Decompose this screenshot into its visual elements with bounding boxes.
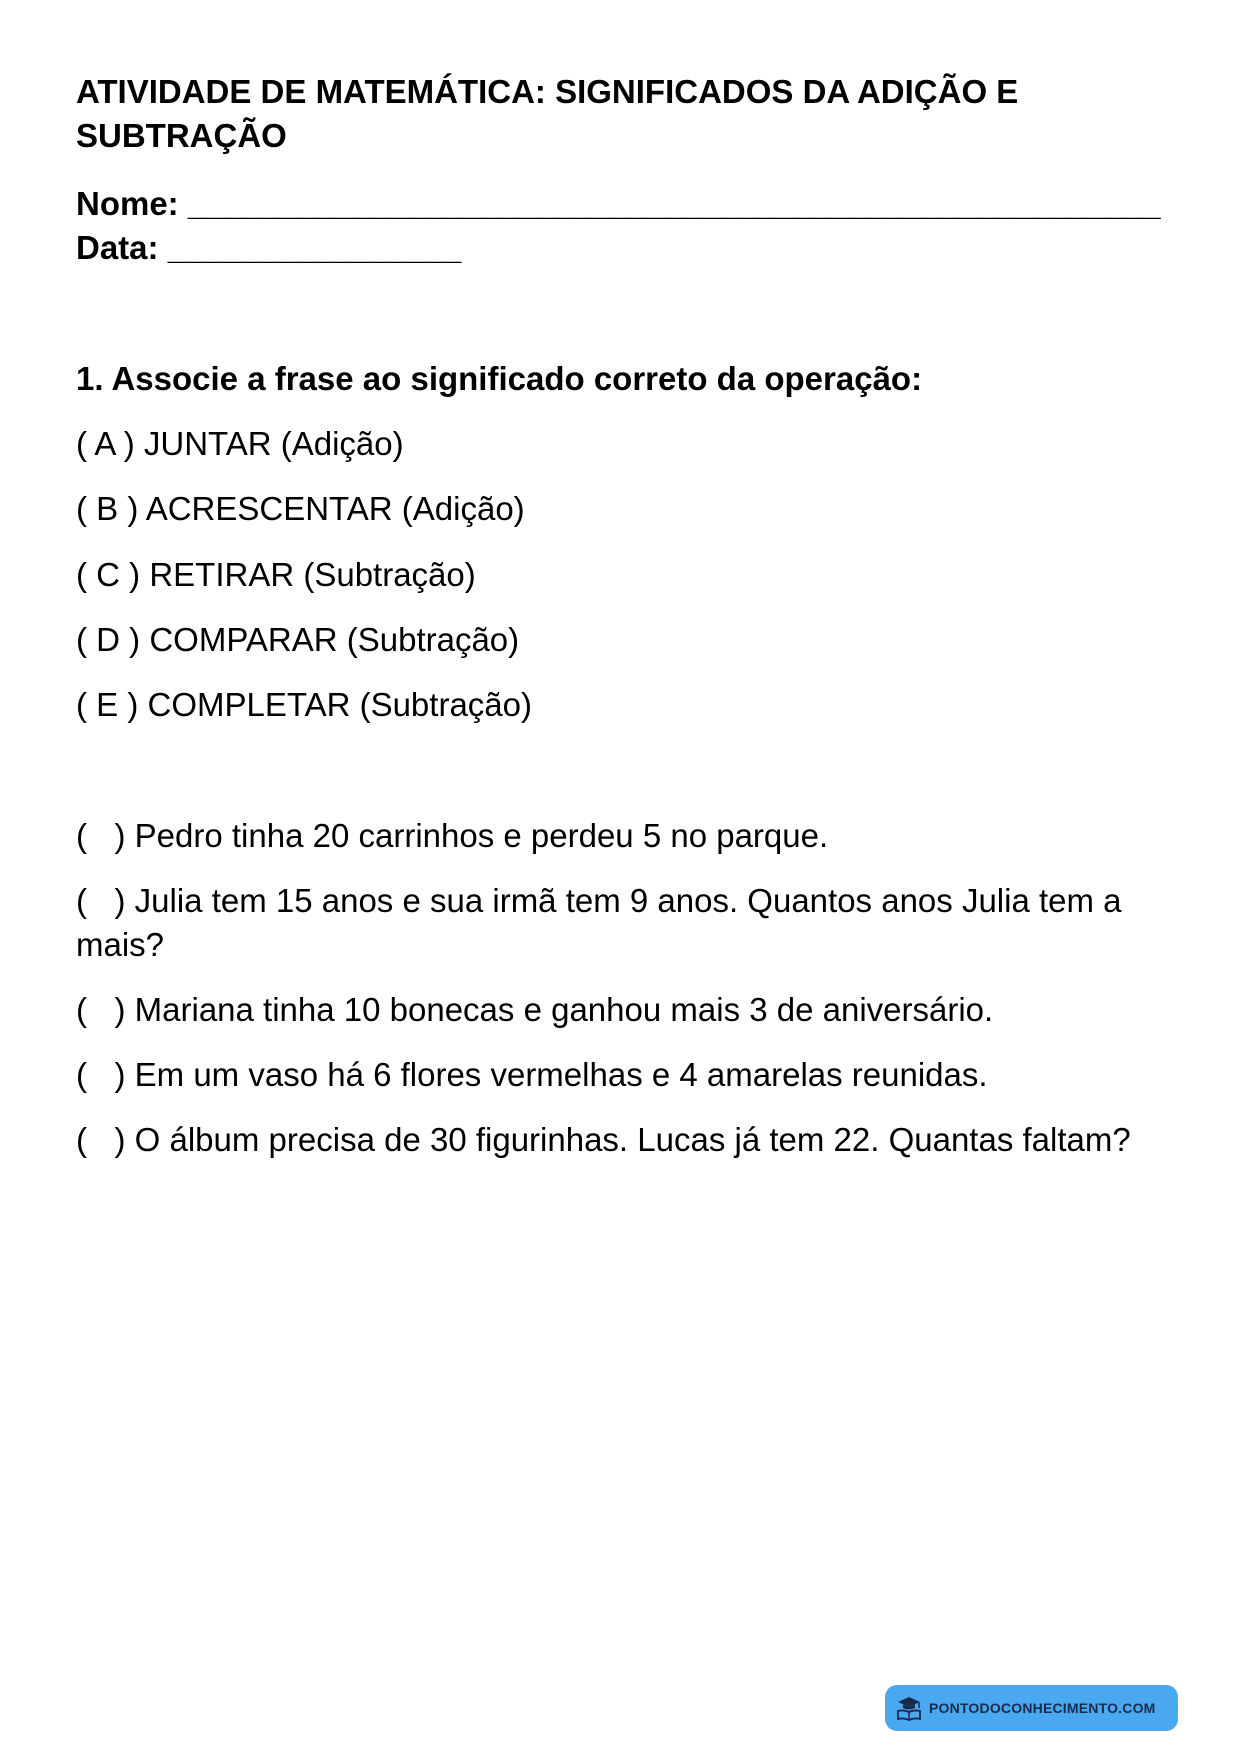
date-field [76, 228, 461, 268]
answer-blank[interactable]: ( ) [76, 817, 126, 854]
option-b [76, 487, 525, 531]
date-blank-line: ________________ [167, 229, 462, 266]
site-badge[interactable] [885, 1685, 1178, 1731]
option-marker: ( D ) [76, 621, 141, 658]
statement-text: Pedro tinha 20 carrinhos e perdeu 5 no parque. [134, 817, 829, 854]
option-e [76, 683, 532, 727]
page-title: ATIVIDADE DE MATEMÁTICA: SIGNIFICADOS DA ADIÇÃO E SUBTRAÇÃO [76, 73, 1019, 154]
date-label: Data: [76, 229, 159, 266]
statement-text: Julia tem 15 anos e sua irmã tem 9 anos. Quantos anos Julia tem a mais? [76, 882, 1122, 963]
answer-blank[interactable]: ( ) [76, 1121, 126, 1158]
answer-blank[interactable]: ( ) [76, 991, 126, 1028]
badge-text: PONTODOCONHECIMENTO.COM [929, 1700, 1156, 1716]
statement-text: Em um vaso há 6 flores vermelhas e 4 amarelas reunidas. [134, 1056, 988, 1093]
option-d [76, 618, 519, 662]
answer-blank[interactable]: ( ) [76, 882, 126, 919]
book-graduation-cap-icon [895, 1694, 923, 1722]
statement-item [76, 1118, 1131, 1162]
name-blank-line: _____________________________________________________ [187, 185, 1161, 222]
option-label: JUNTAR (Adição) [143, 425, 404, 462]
option-label: COMPLETAR (Subtração) [147, 686, 532, 723]
statement-item [76, 814, 828, 858]
statement-item [76, 1053, 988, 1097]
option-label: COMPARAR (Subtração) [149, 621, 520, 658]
option-marker: ( C ) [76, 556, 141, 593]
name-field [76, 184, 1161, 224]
statement-text: Mariana tinha 10 bonecas e ganhou mais 3 de aniversário. [134, 991, 994, 1028]
statement-item [76, 879, 1156, 967]
question-heading: 1. Associe a frase ao significado correto da operação: [76, 360, 923, 397]
answer-blank[interactable]: ( ) [76, 1056, 126, 1093]
option-marker: ( A ) [76, 425, 135, 462]
option-a [76, 422, 404, 466]
statement-text: O álbum precisa de 30 figurinhas. Lucas já tem 22. Quantas faltam? [134, 1121, 1131, 1158]
option-label: RETIRAR (Subtração) [149, 556, 476, 593]
option-marker: ( E ) [76, 686, 139, 723]
name-label: Nome: [76, 185, 179, 222]
option-c [76, 553, 476, 597]
statement-item [76, 988, 993, 1032]
option-marker: ( B ) [76, 490, 139, 527]
option-label: ACRESCENTAR (Adição) [145, 490, 525, 527]
